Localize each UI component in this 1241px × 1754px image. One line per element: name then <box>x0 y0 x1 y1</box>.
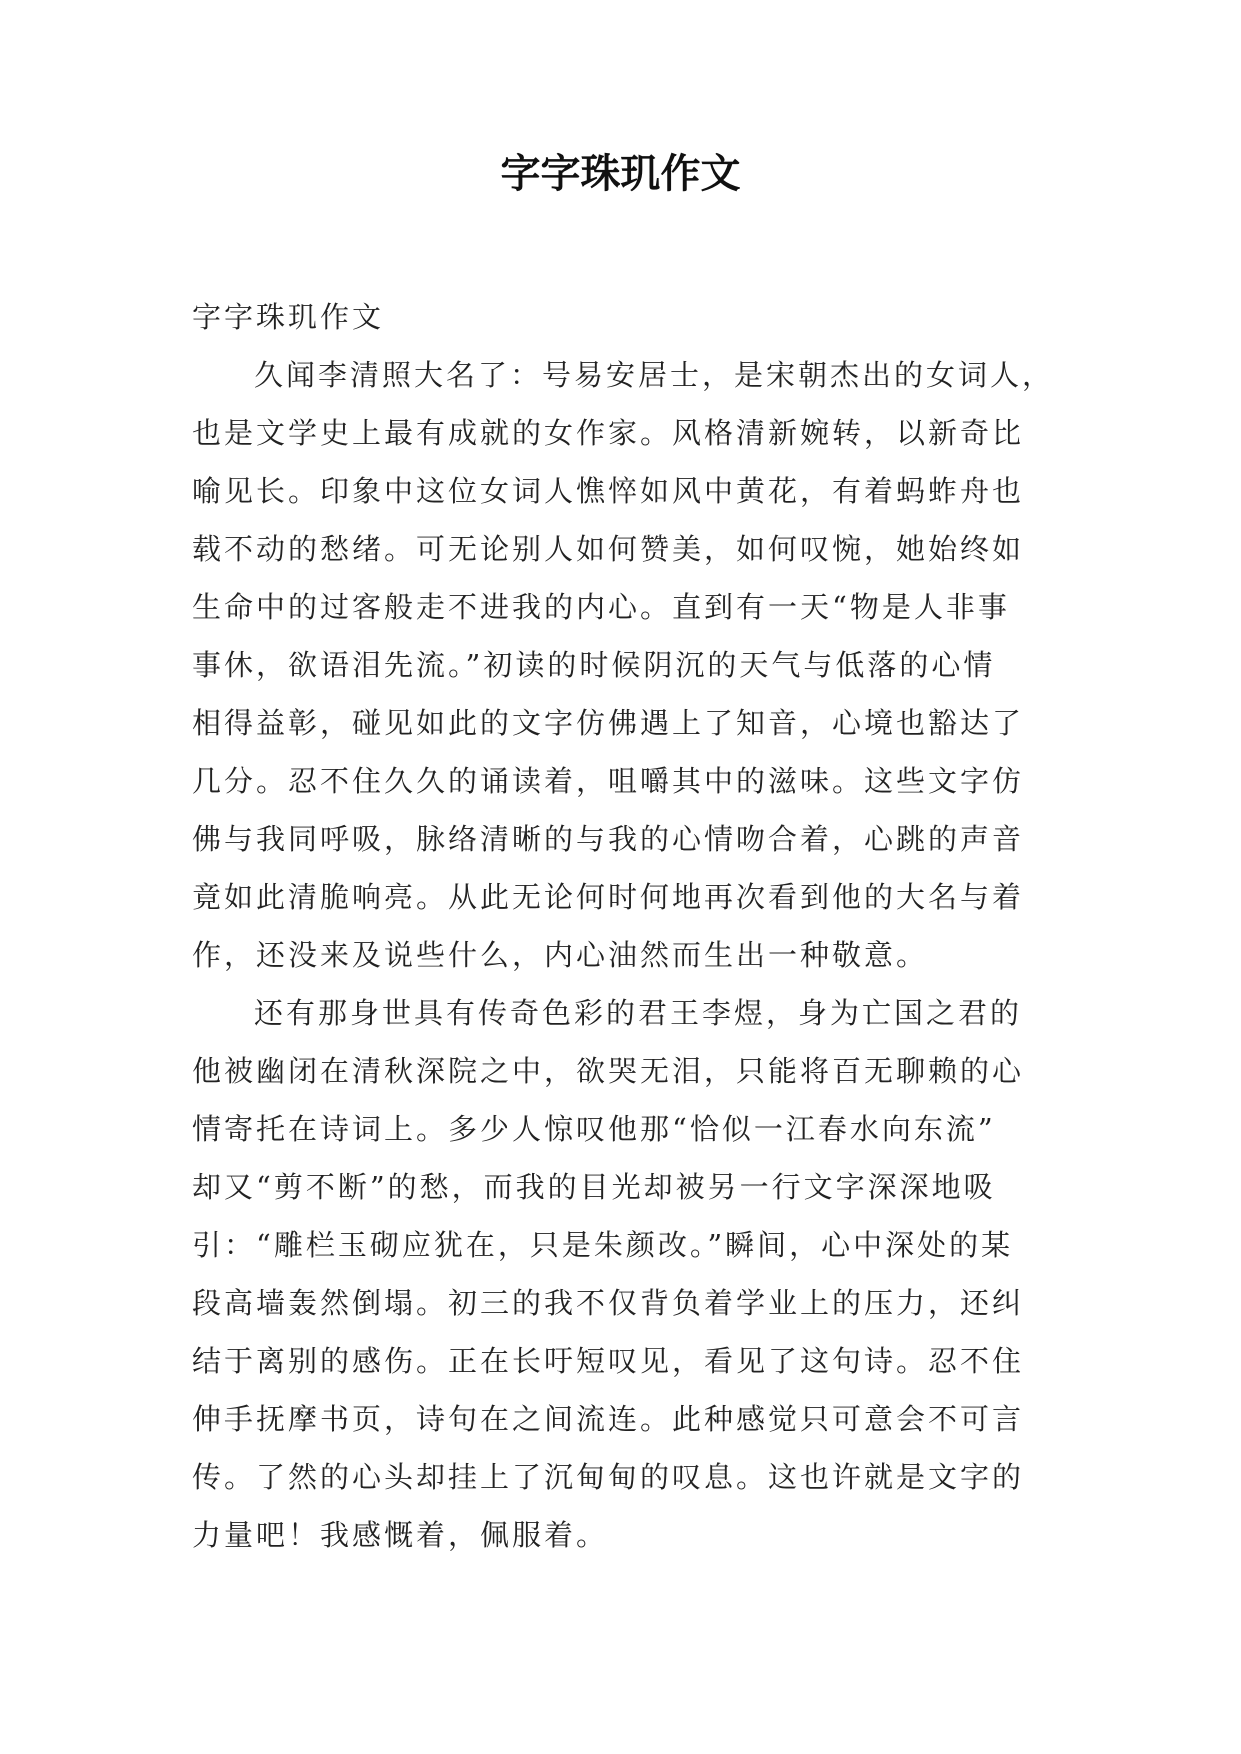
body-text-line: 结于离别的感伤。正在长吁短叹见，看见了这句诗。忍不住 <box>192 1344 1025 1378</box>
body-text-line: 久闻李清照大名了：号易安居士，是宋朝杰出的女词人， <box>254 358 1055 392</box>
body-text-line: 生命中的过客般走不进我的内心。直到有一天“物是人非事 <box>192 590 1010 624</box>
body-text-line: 还有那身世具有传奇色彩的君王李煜，身为亡国之君的 <box>254 996 1023 1030</box>
body-text-line: 事休，欲语泪先流。”初读的时候阴沉的天气与低落的心情 <box>192 648 996 682</box>
body-text-line: 相得益彰，碰见如此的文字仿佛遇上了知音，心境也豁达了 <box>192 706 1025 740</box>
body-text-line: 佛与我同呼吸，脉络清晰的与我的心情吻合着，心跳的声音 <box>192 822 1025 856</box>
body-text-line: 传。了然的心头却挂上了沉甸甸的叹息。这也许就是文字的 <box>192 1460 1025 1494</box>
body-text-line: 他被幽闭在清秋深院之中，欲哭无泪，只能将百无聊赖的心 <box>192 1054 1025 1088</box>
body-text-line: 载不动的愁绪。可无论别人如何赞美，如何叹惋，她始终如 <box>192 532 1025 566</box>
body-text-line: 几分。忍不住久久的诵读着，咀嚼其中的滋味。这些文字仿 <box>192 764 1025 798</box>
body-text-line: 作，还没来及说些什么，内心油然而生出一种敬意。 <box>192 938 929 972</box>
body-text-line: 伸手抚摩书页，诗句在之间流连。此种感觉只可意会不可言 <box>192 1402 1025 1436</box>
body-text-line: 喻见长。印象中这位女词人憔悴如风中黄花，有着蚂蚱舟也 <box>192 474 1025 508</box>
body-text-line: 段高墙轰然倒塌。初三的我不仅背负着学业上的压力，还纠 <box>192 1286 1025 1320</box>
page-title: 字字珠玑作文 <box>500 150 741 197</box>
body-text-line: 引：“雕栏玉砌应犹在，只是朱颜改。”瞬间，心中深处的某 <box>192 1228 1014 1262</box>
body-lines <box>192 346 1055 1564</box>
document-body <box>192 288 1055 1564</box>
body-text-line: 力量吧！我感慨着，佩服着。 <box>192 1518 609 1552</box>
subtitle-line: 字字珠玑作文 <box>192 300 385 334</box>
body-text-line: 情寄托在诗词上。多少人惊叹他那“恰似一江春水向东流” <box>192 1112 996 1146</box>
body-text-line: 竟如此清脆响亮。从此无论何时何地再次看到他的大名与着 <box>192 880 1025 914</box>
body-text-line: 却又“剪不断”的愁，而我的目光却被另一行文字深深地吸 <box>192 1170 996 1204</box>
body-text-line: 也是文学史上最有成就的女作家。风格清新婉转，以新奇比 <box>192 416 1025 450</box>
